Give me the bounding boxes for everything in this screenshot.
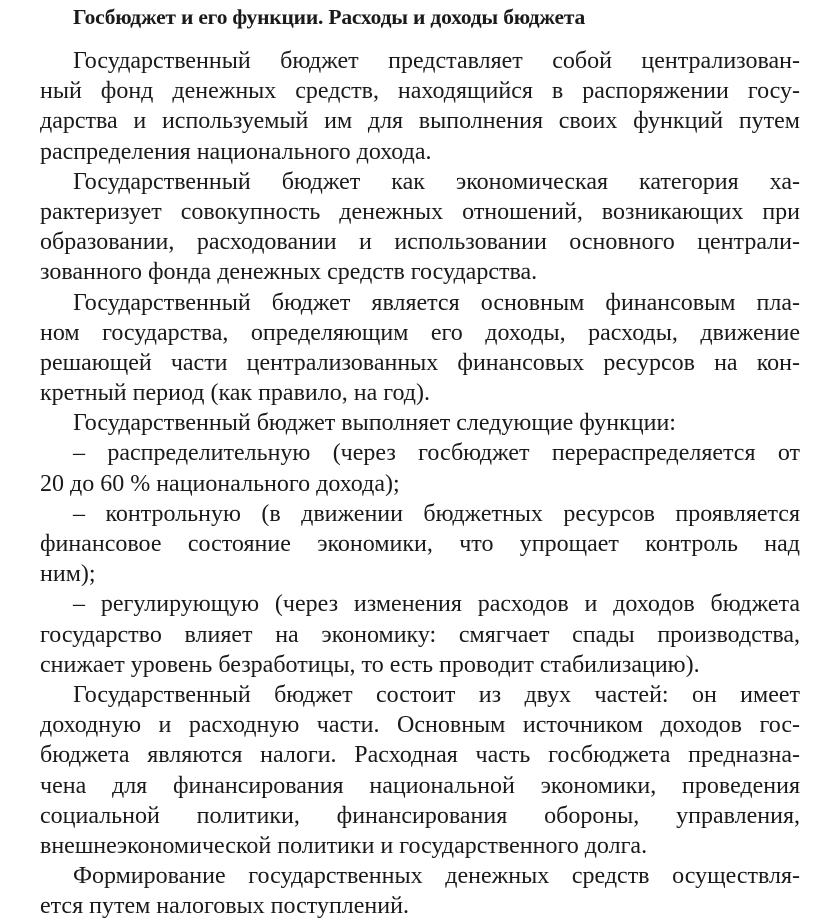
text-line: Государственный бюджет выполняет следующие функции:	[73, 410, 676, 437]
text-line: кретный период (как правило, на год).	[40, 380, 430, 407]
text-line: Государственный бюджет состоит из двух частей: он имеет	[73, 681, 800, 708]
text-line: Государственный бюджет как экономическая категория ха-	[73, 168, 800, 195]
text-line: образовании, расходовании и использовании основного централи-	[40, 229, 800, 256]
paragraph	[40, 438, 800, 498]
text-line: решающей части централизованных финансовых ресурсов на кон-	[40, 349, 800, 376]
paragraph	[40, 499, 800, 590]
text-line: ется путем налоговых поступлений.	[40, 893, 409, 920]
text-line: – регулирующую (через изменения расходов и доходов бюджета	[73, 591, 800, 618]
paragraph	[40, 589, 800, 680]
paragraph	[40, 288, 800, 409]
text-line: Формирование государственных денежных средств осуществля-	[73, 863, 800, 890]
paragraph	[40, 680, 800, 861]
text-line: чена для финансирования национальной экономики, проведения	[40, 772, 800, 799]
text-line: снижает уровень безработицы, то есть проводит стабилизацию).	[40, 651, 700, 678]
paragraph	[40, 46, 800, 167]
text-line: внешнеэкономической политики и государственного долга.	[40, 832, 648, 859]
text-line: распределения национального дохода.	[40, 138, 432, 165]
document-title: Госбюджет и его функции. Расходы и доходы бюджета	[73, 5, 586, 29]
text-line: рактеризует совокупность денежных отношений, возникающих при	[40, 198, 800, 225]
text-line: ном государства, определяющим его доходы, расходы, движение	[40, 319, 800, 346]
text-line: зованного фонда денежных средств государства.	[40, 259, 538, 286]
document-body	[40, 46, 800, 921]
paragraph	[40, 861, 800, 921]
text-line: доходную и расходную части. Основным источником доходов гос-	[40, 712, 800, 739]
text-line: – распределительную (через госбюджет перераспределяется от	[73, 440, 800, 467]
text-line: Государственный бюджет представляет собой централизован-	[73, 48, 800, 74]
text-line: финансовое состояние экономики, что упрощает контроль над	[40, 531, 800, 557]
text-line: государство влияет на экономику: смягчает спады производства,	[40, 621, 800, 648]
paragraph	[40, 167, 800, 288]
text-line: ним);	[40, 561, 96, 588]
text-line: – контрольную (в движении бюджетных ресурсов проявляется	[73, 500, 800, 527]
text-line: социальной политики, финансирования обороны, управления,	[40, 802, 800, 829]
text-line: 20 до 60 % национального дохода);	[40, 470, 400, 497]
text-line: Государственный бюджет является основным финансовым пла-	[73, 289, 800, 316]
text-line: ный фонд денежных средств, находящийся в распоряжении госу-	[40, 78, 800, 105]
paragraph	[40, 408, 800, 438]
text-line: дарства и используемый им для выполнения своих функций путем	[40, 108, 800, 135]
text-line: бюджета являются налоги. Расходная часть госбюджета предназна-	[40, 742, 800, 769]
